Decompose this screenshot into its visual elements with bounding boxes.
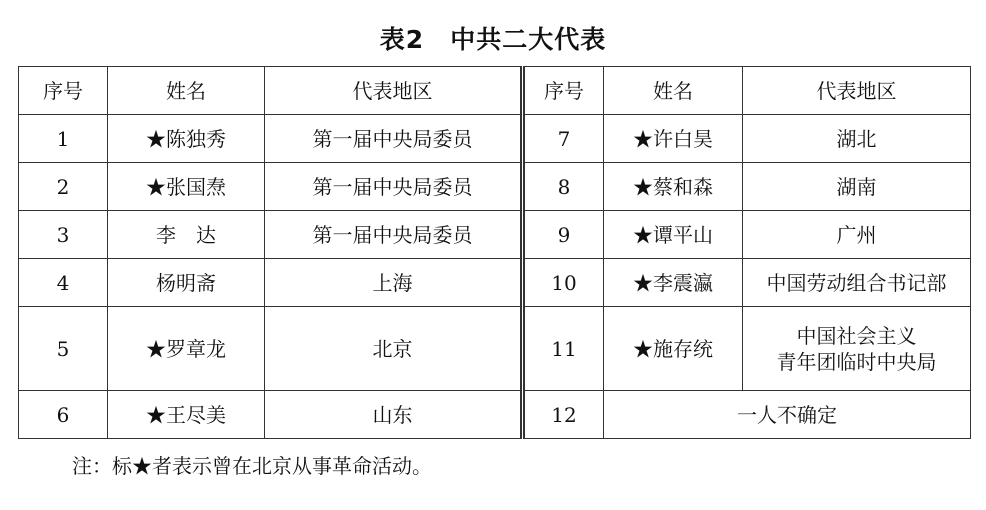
cell-no: 10 [523, 259, 604, 307]
cell-region: 中国劳动组合书记部 [743, 259, 971, 307]
cell-region: 第一届中央局委员 [265, 163, 523, 211]
cell-name: ★陈独秀 [108, 115, 265, 163]
cell-no: 7 [523, 115, 604, 163]
cell-no: 6 [19, 391, 108, 439]
table-row [19, 259, 971, 307]
cell-region-line: 中国社会主义 [796, 323, 917, 348]
table-row [19, 211, 971, 259]
table-caption: 中共二大代表 [450, 25, 607, 54]
cell-no: 8 [523, 163, 604, 211]
cell-merged: 一人不确定 [604, 391, 971, 439]
header-no: 序号 [19, 67, 108, 115]
cell-name: ★许白昊 [604, 115, 743, 163]
cell-region: 北京 [265, 307, 523, 391]
cell-name: ★罗章龙 [108, 307, 265, 391]
cell-name: ★谭平山 [604, 211, 743, 259]
cell-no: 5 [19, 307, 108, 391]
cell-no: 3 [19, 211, 108, 259]
cell-no: 12 [523, 391, 604, 439]
cell-no: 11 [523, 307, 604, 391]
cell-region-line: 青年团临时中央局 [776, 349, 937, 374]
cell-region [743, 307, 971, 391]
header-row [19, 67, 971, 115]
table-note: 注：标★者表示曾在北京从事革命活动。 [72, 454, 432, 478]
cell-region: 第一届中央局委员 [265, 115, 523, 163]
table-title [0, 20, 986, 56]
cell-region: 湖北 [743, 115, 971, 163]
cell-name: 李 达 [108, 211, 265, 259]
table-number: 表2 [379, 25, 425, 54]
cell-region: 上海 [265, 259, 523, 307]
header-no: 序号 [523, 67, 604, 115]
cell-no: 4 [19, 259, 108, 307]
cell-region: 湖南 [743, 163, 971, 211]
delegates-table [18, 66, 971, 439]
cell-name: ★蔡和森 [604, 163, 743, 211]
cell-name: 杨明斋 [108, 259, 265, 307]
cell-name: ★施存统 [604, 307, 743, 391]
header-region: 代表地区 [265, 67, 523, 115]
cell-no: 1 [19, 115, 108, 163]
cell-name: ★王尽美 [108, 391, 265, 439]
header-name: 姓名 [604, 67, 743, 115]
cell-region: 广州 [743, 211, 971, 259]
cell-no: 2 [19, 163, 108, 211]
cell-name: ★张国焘 [108, 163, 265, 211]
cell-region: 山东 [265, 391, 523, 439]
header-name: 姓名 [108, 67, 265, 115]
cell-no: 9 [523, 211, 604, 259]
table-row [19, 391, 971, 439]
table-row [19, 115, 971, 163]
header-region: 代表地区 [743, 67, 971, 115]
cell-region: 第一届中央局委员 [265, 211, 523, 259]
cell-name: ★李震瀛 [604, 259, 743, 307]
table-row [19, 163, 971, 211]
table-row [19, 307, 971, 391]
